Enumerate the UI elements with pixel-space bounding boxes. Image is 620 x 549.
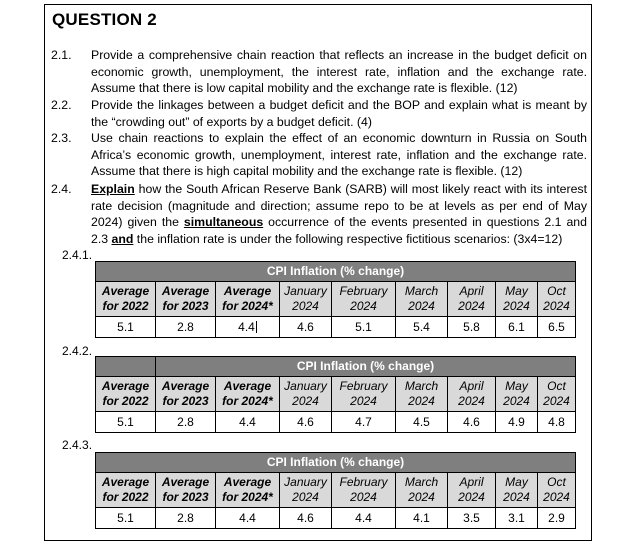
table-cell: 4.4 bbox=[216, 508, 280, 529]
column-header: May 2024 bbox=[496, 473, 538, 508]
column-header: February 2024 bbox=[332, 473, 396, 508]
text-cursor bbox=[256, 321, 257, 333]
table-cell: 4.6 bbox=[280, 508, 332, 529]
column-header: February 2024 bbox=[332, 377, 396, 412]
table-cell: 4.1 bbox=[396, 508, 448, 529]
table-cell: 5.1 bbox=[96, 412, 156, 433]
table-cell: 5.1 bbox=[332, 317, 396, 338]
table-cell: 4.6 bbox=[280, 412, 332, 433]
page-title: QUESTION 2 bbox=[52, 10, 157, 29]
column-header: March 2024 bbox=[396, 473, 448, 508]
question-number: 2.2. bbox=[51, 98, 72, 112]
table-title: CPI Inflation (% change) bbox=[156, 357, 576, 377]
cpi-table-scenario-1 bbox=[95, 261, 576, 338]
column-header: May 2024 bbox=[496, 282, 538, 317]
column-header: January 2024 bbox=[280, 282, 332, 317]
column-header: March 2024 bbox=[396, 282, 448, 317]
table-cell: 2.8 bbox=[156, 508, 216, 529]
question-text: Use chain reactions to explain the effect of an economic downturn in Russia on South Africa’s economic growth, unemployment, interest rate, inflation and the exchange rate. Assume that there is high capital mobility and the exchange rate is flexible. (12) bbox=[91, 131, 587, 178]
column-header: Average for 2024* bbox=[216, 473, 280, 508]
column-header: April 2024 bbox=[448, 282, 496, 317]
table-cell: 6.1 bbox=[496, 317, 538, 338]
table-cell: 5.1 bbox=[96, 317, 156, 338]
table-cell: 2.8 bbox=[156, 412, 216, 433]
column-header: March 2024 bbox=[396, 377, 448, 412]
column-header: Average for 2022 bbox=[96, 473, 156, 508]
table-cell: 6.5 bbox=[538, 317, 576, 338]
column-header: January 2024 bbox=[280, 377, 332, 412]
question-text: Provide a comprehensive chain reaction that reflects an increase in the budget deficit on economic growth, unemployment, the interest rate, inflation and the exchange rate. Assume that there is low capital mobility and the exchange rate is flexible. (12) bbox=[91, 48, 587, 95]
table-cell: 4.4 bbox=[332, 508, 396, 529]
column-header: April 2024 bbox=[448, 473, 496, 508]
question-text: Provide the linkages between a budget deficit and the BOP and explain what is meant by the “crowding out” of exports by a budget deficit. (4) bbox=[91, 98, 587, 129]
table-cell: 4.7 bbox=[332, 412, 396, 433]
scenario-label: 2.4.3. bbox=[62, 438, 93, 452]
cpi-table-scenario-2 bbox=[95, 356, 576, 433]
emphasis-simultaneous: simultaneous bbox=[183, 215, 264, 229]
table-cell: 3.1 bbox=[496, 508, 538, 529]
column-header: Oct 2024 bbox=[538, 282, 576, 317]
table-cell: 4.6 bbox=[280, 317, 332, 338]
column-header: Average for 2024* bbox=[216, 282, 280, 317]
emphasis-explain: Explain bbox=[91, 182, 135, 196]
table-title: CPI Inflation (% change) bbox=[96, 453, 576, 473]
column-header: Average for 2023 bbox=[156, 282, 216, 317]
table-title: CPI Inflation (% change) bbox=[96, 262, 576, 282]
column-header: April 2024 bbox=[448, 377, 496, 412]
scenario-label: 2.4.1. bbox=[62, 248, 93, 262]
column-header: May 2024 bbox=[496, 377, 538, 412]
emphasis-and: and bbox=[111, 231, 134, 246]
table-cell: 4.8 bbox=[538, 412, 576, 433]
cpi-table-scenario-3 bbox=[95, 452, 576, 529]
column-header: Average for 2022 bbox=[96, 377, 156, 412]
table-cell: 5.4 bbox=[396, 317, 448, 338]
column-header: Average for 2023 bbox=[156, 473, 216, 508]
scenario-label: 2.4.2. bbox=[62, 344, 93, 358]
question-number: 2.4. bbox=[51, 182, 72, 196]
table-cell: 2.9 bbox=[538, 508, 576, 529]
table-cell: 4.4 bbox=[216, 412, 280, 433]
title-spacer-cell bbox=[96, 357, 156, 377]
question-number: 2.3. bbox=[51, 131, 72, 145]
table-cell: 3.5 bbox=[448, 508, 496, 529]
column-header: Oct 2024 bbox=[538, 377, 576, 412]
table-cell: 4.9 bbox=[496, 412, 538, 433]
column-header: Oct 2024 bbox=[538, 473, 576, 508]
table-cell: 2.8 bbox=[156, 317, 216, 338]
table-cell: 4.5 bbox=[396, 412, 448, 433]
question-number: 2.1. bbox=[51, 48, 72, 62]
column-header: January 2024 bbox=[280, 473, 332, 508]
column-header: Average for 2023 bbox=[156, 377, 216, 412]
table-cell: 5.8 bbox=[448, 317, 496, 338]
question-text: Explain how the South African Reserve Bank (SARB) will most likely react with its interest rate decision (magnitude and direction; assume repo to be at levels as per end of May 2024) given the simultaneous occurrence of the events presented in questions 2.1 and 2.3 and the inflation rate is under the following respective fictitious scenarios: (3x4=12) bbox=[91, 182, 587, 246]
table-cell: 5.1 bbox=[96, 508, 156, 529]
column-header: Average for 2022 bbox=[96, 282, 156, 317]
column-header: February 2024 bbox=[332, 282, 396, 317]
column-header: Average for 2024* bbox=[216, 377, 280, 412]
table-cell: 4.6 bbox=[448, 412, 496, 433]
table-cell: 4.4 bbox=[216, 317, 280, 338]
